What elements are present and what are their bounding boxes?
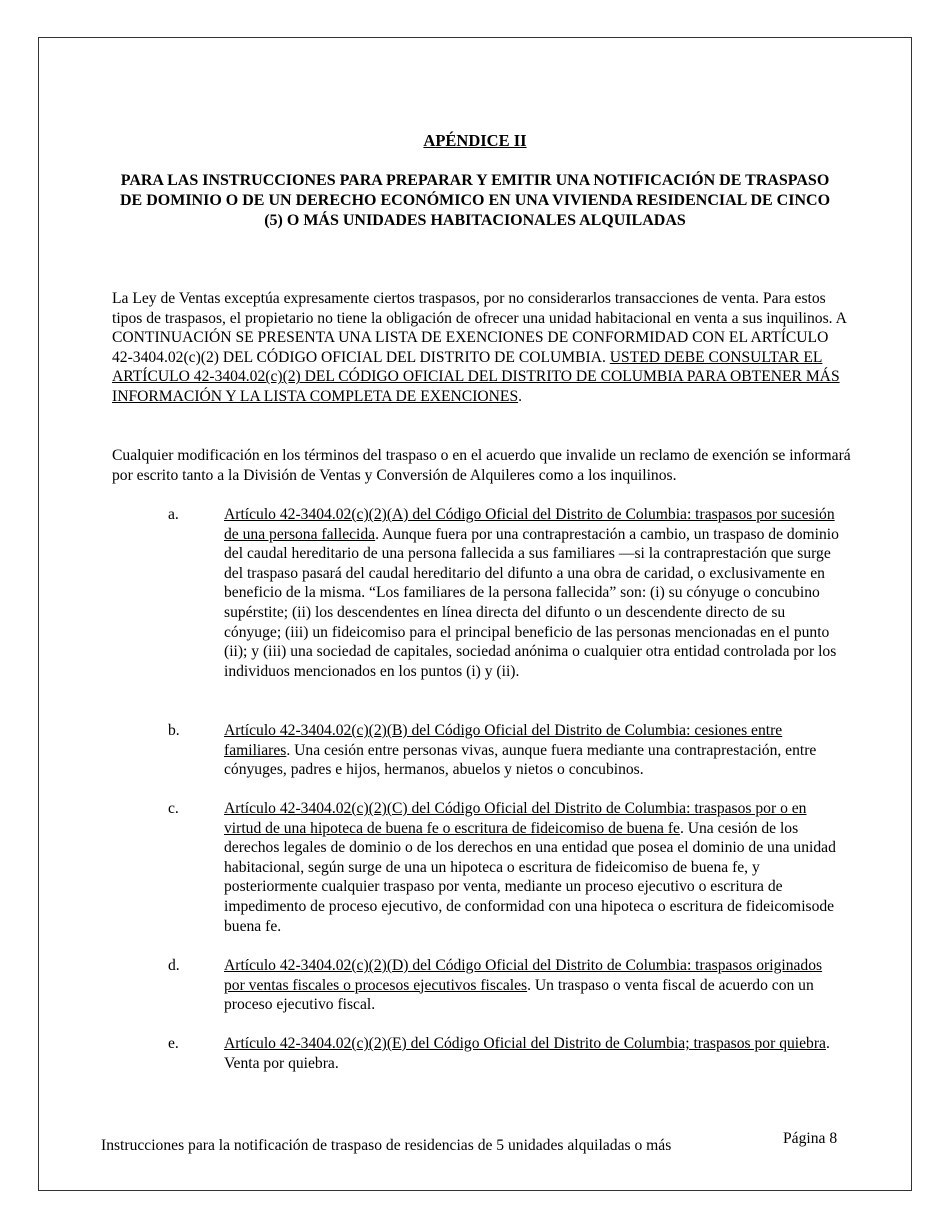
item-text: . Una cesión entre personas vivas, aunque fuera mediante una contraprestación, entre cónyuges, padres e hijos, hermanos, abuelos y nietos o concubinos. bbox=[224, 741, 817, 779]
item-heading: Artículo 42-3404.02(c)(2)(E) del Código Oficial del Distrito de Columbia; traspasos por quiebra bbox=[224, 1035, 826, 1052]
item-body bbox=[224, 956, 846, 1015]
item-letter: a. bbox=[168, 506, 179, 523]
item-heading: Artículo 42-3404.02(c)(2)(D) del Código Oficial del Distrito de Columbia: traspasos originados por ventas fiscales o procesos ejecutivos fiscales bbox=[224, 957, 823, 994]
item-text: . Venta por quiebra. bbox=[224, 1035, 830, 1072]
item-letter: d. bbox=[168, 957, 180, 974]
item-letter: e. bbox=[168, 1035, 179, 1052]
footer-text: Instrucciones para la notificación de traspaso de residencias de 5 unidades alquiladas o más bbox=[101, 1137, 672, 1154]
item-heading: Artículo 42-3404.02(c)(2)(B) del Código Oficial del Distrito de Columbia: cesiones entre familiares bbox=[224, 722, 783, 759]
notice-paragraph: Cualquier modificación en los términos del traspaso o en el acuerdo que invalide un reclamo de exención se informará por escrito tanto a la División de Ventas y Conversión de Alquileres como a los inquilinos. bbox=[112, 447, 851, 484]
item-body bbox=[224, 721, 846, 780]
item-text: . Aunque fuera por una contraprestación a cambio, un traspaso de dominio del caudal hereditario de una persona fallecida a sus familiares —si la contraprestación que surge del traspaso pasará del caudal hereditario del difunto a una obra de caridad, o exclusivamente en beneficio de la misma. “Los familiares de la persona fallecida” son: (i) su cónyuge o concubino supérstite; (ii) los descendentes en línea directa del difunto o un descendente directo de su cónyuge; (iii) un fideicomiso para el principal beneficio de las personas mencionadas en el punto (ii); y (iii) una sociedad de capitales, sociedad anónima o cualquier otra entidad controlada por los individuos mencionados en los puntos (i) y (ii). bbox=[224, 525, 839, 680]
item-text: . Un traspaso o venta fiscal de acuerdo con un proceso ejecutivo fiscal. bbox=[224, 976, 814, 1014]
item-body bbox=[224, 505, 846, 681]
page-subtitle: PARA LAS INSTRUCCIONES PARA PREPARAR Y EMITIR UNA NOTIFICACIÓN DE TRASPASO DE DOMINIO O DE UN DERECHO ECONÓMICO EN UNA VIVIENDA RESIDENCIAL DE CINCO (5) O MÁS UNIDADES HABITACIONALES ALQUILADAS bbox=[120, 172, 831, 229]
page-title: APÉNDICE II bbox=[423, 131, 527, 150]
item-text: . Una cesión de los derechos legales de dominio o de los derechos en una entidad que posea el dominio de una unidad habitacional, según surge de una un hipoteca o escritura de fideicomiso de buena fe, y posteriormente cualquier traspaso por venta, mediante un proceso ejecutivo o escritura de impedimento de proceso ejecutivo, de conformidad con una hipoteca o escritura de fideicomisode buena fe. bbox=[224, 819, 836, 935]
item-letter: b. bbox=[168, 722, 180, 739]
item-letter: c. bbox=[168, 800, 179, 817]
item-body bbox=[224, 1034, 846, 1073]
intro-paragraph bbox=[112, 289, 852, 407]
item-body bbox=[224, 799, 846, 936]
intro-text: La Ley de Ventas exceptúa expresamente ciertos traspasos, por no considerarlos transacciones de venta. Para estos tipos de traspasos, el propietario no tiene la obligación de ofrecer una unidad habitacional en venta a sus inquilinos. A CONTINUACIÓN SE PRESENTA UNA LISTA DE EXENCIONES DE CONFORMIDAD CON EL ARTÍCULO 42-3404.02(c)(2) DEL CÓDIGO OFICIAL DEL DISTRITO DE COLUMBIA. bbox=[112, 290, 847, 366]
page-number: Página 8 bbox=[783, 1130, 838, 1147]
intro-underlined: USTED DEBE CONSULTAR EL ARTÍCULO 42-3404.02(c)(2) DEL CÓDIGO OFICIAL DEL DISTRITO DE COLUMBIA PARA OBTENER MÁS INFORMACIÓN Y LA LISTA COMPLETA DE EXENCIONES bbox=[112, 348, 840, 405]
intro-end: . bbox=[518, 387, 523, 405]
item-heading: Artículo 42-3404.02(c)(2)(C) del Código Oficial del Distrito de Columbia: traspasos por o en virtud de una hipoteca de buena fe o escritura de fideicomiso de buena fe bbox=[224, 800, 807, 837]
item-heading: Artículo 42-3404.02(c)(2)(A) del Código Oficial del Distrito de Columbia: traspasos por sucesión de una persona fallecida bbox=[224, 506, 835, 543]
